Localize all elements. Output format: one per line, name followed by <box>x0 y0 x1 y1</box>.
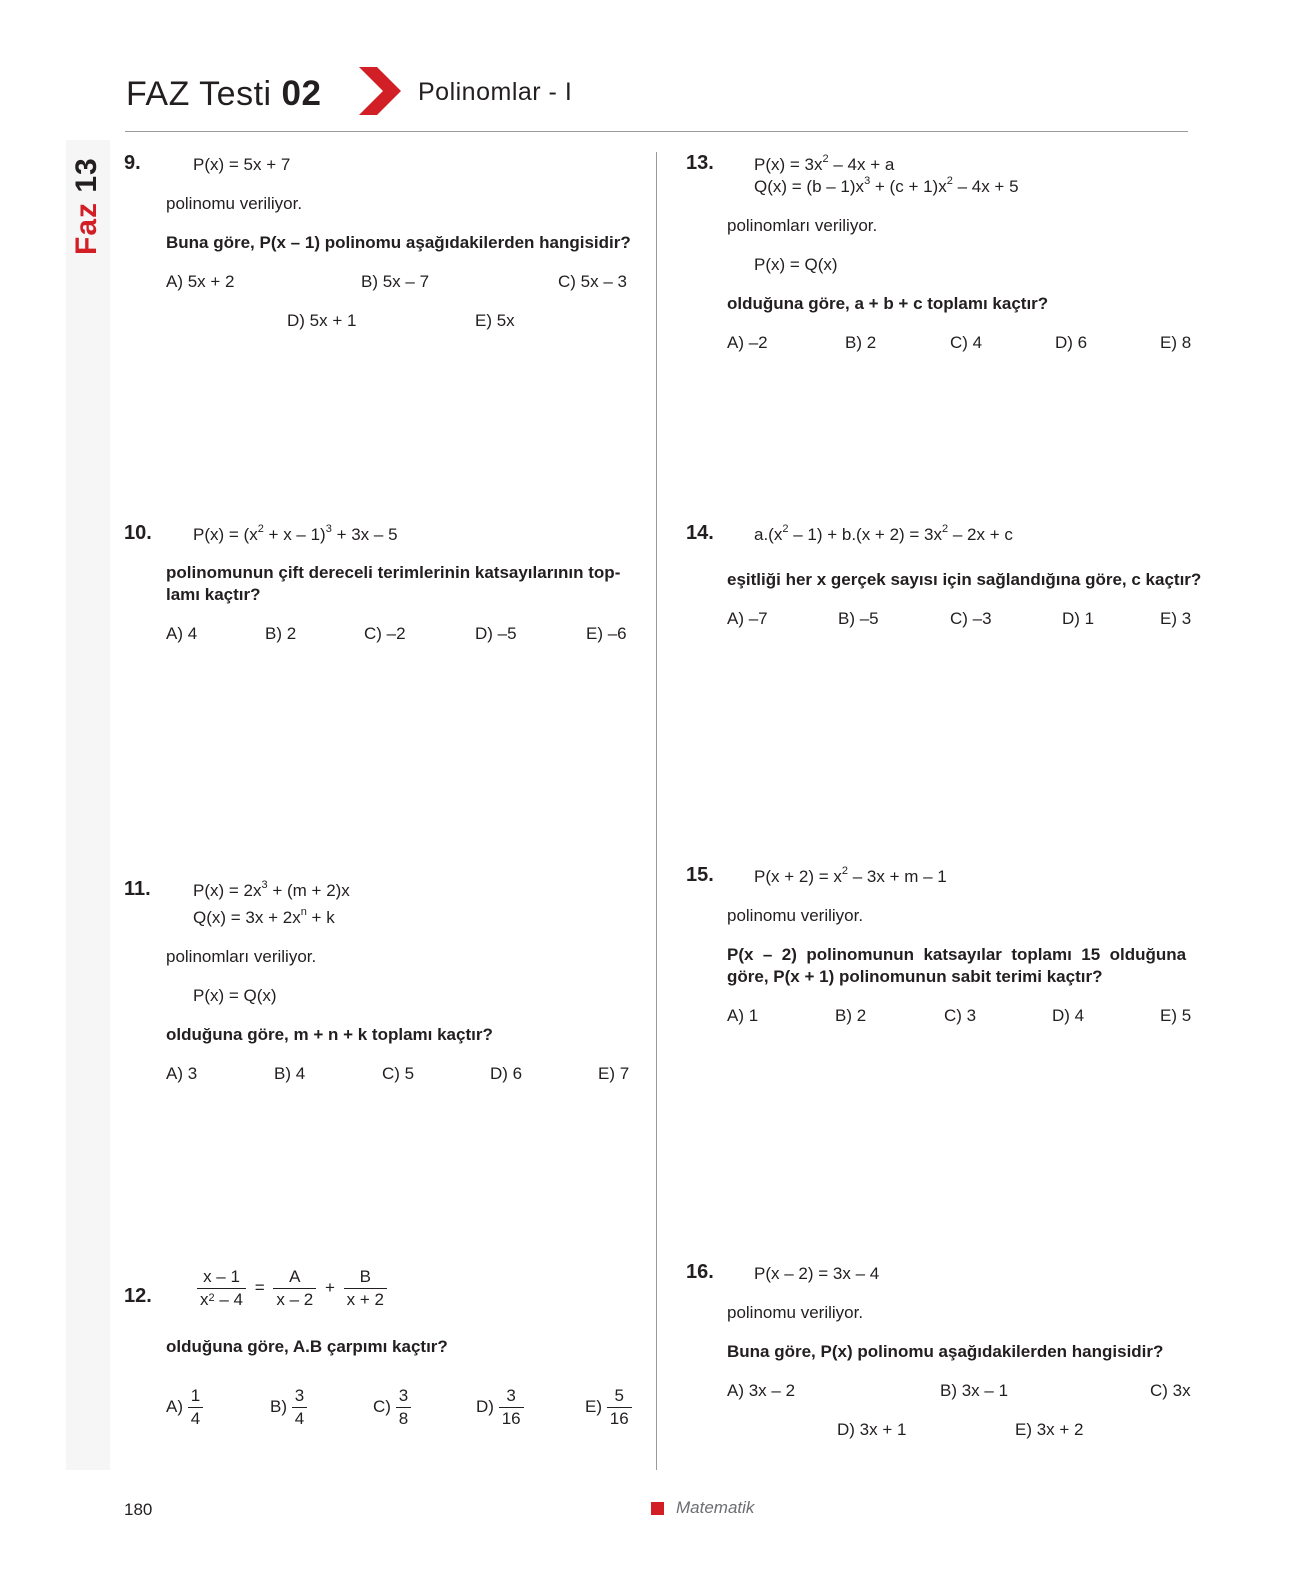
option-e[interactable]: E) –6 <box>586 624 627 643</box>
question-number: 10. <box>124 522 152 544</box>
option-b[interactable]: B) 2 <box>835 1006 867 1025</box>
fraction: $\frac{A}{x - 2}$ <box>273 1266 316 1311</box>
option-d[interactable]: D) 6 <box>490 1064 523 1083</box>
question-text: polinomları veriliyor. <box>166 947 317 966</box>
option-d[interactable]: D) 5x + 1 <box>287 311 357 330</box>
option-c[interactable] <box>373 1385 411 1430</box>
option-c[interactable]: C) 3 <box>944 1006 977 1025</box>
option-e[interactable]: E) 5 <box>1160 1006 1192 1025</box>
question-expression: $a.(x^2 - 1) + b.(x + 2) = 3x^2 - 2x + c$ <box>754 523 1013 544</box>
option-b[interactable]: B) 2 <box>845 333 877 352</box>
question-number: 14. <box>686 522 714 544</box>
option-c[interactable]: C) 3x <box>1150 1381 1191 1400</box>
question-prompt: eşitliği her x gerçek sayısı için sağlandığına göre, c kaçtır? <box>727 570 1202 589</box>
option-d[interactable]: D) 3x + 1 <box>837 1420 907 1439</box>
title-number: 02 <box>281 74 322 113</box>
option-a[interactable]: A) 3 <box>166 1064 198 1083</box>
question-expression: $P(x) = (x^2 + x - 1)^3 + 3x - 5$ <box>193 523 398 544</box>
option-a[interactable]: A) 1 <box>727 1006 759 1025</box>
question-expression: P(x) = 5x + 7 <box>193 155 291 174</box>
question-prompt: Buna göre, P(x – 1) polinomu aşağıdakilerden hangisidir? <box>166 233 631 252</box>
option-d[interactable]: D) –5 <box>475 624 517 643</box>
question-number: 13. <box>686 152 714 174</box>
question-prompt: göre, P(x + 1) polinomunun sabit terimi kaçtır? <box>727 967 1103 986</box>
question-expression: $P(x) = 3x^2 - 4x + a$ <box>754 153 895 174</box>
question-prompt: olduğuna göre, A.B çarpımı kaçtır? <box>166 1337 448 1356</box>
fraction: $\frac{3}{4}$ <box>292 1385 307 1430</box>
question-expression: $\frac{x - 1}{x^2 - 4}$ = $\frac{A}{x - 2}$ + $\frac{B}{x + 2}$ <box>197 1266 387 1311</box>
question-prompt: olduğuna göre, a + b + c toplamı kaçtır? <box>727 294 1049 313</box>
option-letter: C) <box>373 1396 391 1416</box>
chevron-right-icon <box>359 67 403 115</box>
question-number: 9. <box>124 152 141 174</box>
option-c[interactable]: C) –3 <box>950 609 992 628</box>
square-icon <box>651 1502 664 1515</box>
question-number: 16. <box>686 1261 714 1283</box>
section-subject: Polinomlar - I <box>418 78 573 106</box>
option-b[interactable] <box>270 1385 307 1430</box>
option-a[interactable]: A) 3x – 2 <box>727 1381 796 1400</box>
question-expression: $P(x + 2) = x^2 - 3x + m - 1$ <box>754 865 947 886</box>
option-e[interactable] <box>585 1385 632 1430</box>
side-strip <box>66 140 110 1470</box>
question-expression: P(x – 2) = 3x – 4 <box>754 1264 880 1283</box>
fraction: $\frac{B}{x + 2}$ <box>344 1266 387 1311</box>
option-a[interactable]: A) –2 <box>727 333 768 352</box>
option-a[interactable] <box>166 1385 203 1430</box>
page-title <box>126 74 321 114</box>
option-e[interactable]: E) 3x + 2 <box>1015 1420 1084 1439</box>
question-text: polinomları veriliyor. <box>727 216 878 235</box>
question-expression: $Q(x) = (b - 1)x^3 + (c + 1)x^2 - 4x + 5$ <box>754 175 1019 196</box>
question-number: 11. <box>124 878 151 900</box>
question-text: polinomu veriliyor. <box>166 194 303 213</box>
faz-number: 13 <box>70 157 103 193</box>
question-equation: P(x) = Q(x) <box>193 986 277 1005</box>
option-letter: E) <box>585 1396 602 1416</box>
option-c[interactable]: C) –2 <box>364 624 406 643</box>
option-d[interactable]: D) 4 <box>1052 1006 1085 1025</box>
option-c[interactable]: C) 5 <box>382 1064 415 1083</box>
faz-label: Faz <box>70 201 103 255</box>
option-a[interactable]: A) 4 <box>166 624 198 643</box>
question-prompt: P(x – 2) polinomunun katsayılar toplamı 15 olduğuna <box>727 945 1187 964</box>
question-expression: $Q(x) = 3x + 2x^n + k$ <box>193 906 335 927</box>
question-number: 15. <box>686 864 714 886</box>
question-text: polinomu veriliyor. <box>727 906 864 925</box>
option-a[interactable]: A) 5x + 2 <box>166 272 235 291</box>
question-prompt: polinomunun çift dereceli terimlerinin katsayılarının top- <box>166 563 621 582</box>
option-b[interactable]: B) 2 <box>265 624 297 643</box>
option-c[interactable]: C) 5x – 3 <box>558 272 627 291</box>
column-divider <box>656 152 657 1470</box>
option-e[interactable]: E) 5x <box>475 311 515 330</box>
option-d[interactable] <box>476 1385 524 1430</box>
option-letter: B) <box>270 1396 287 1416</box>
option-b[interactable]: B) 3x – 1 <box>940 1381 1009 1400</box>
option-e[interactable]: E) 8 <box>1160 333 1192 352</box>
option-c[interactable]: C) 4 <box>950 333 983 352</box>
option-letter: A) <box>166 1396 183 1416</box>
question-prompt: Buna göre, P(x) polinomu aşağıdakilerden hangisidir? <box>727 1342 1164 1361</box>
option-e[interactable]: E) 7 <box>598 1064 630 1083</box>
option-e[interactable]: E) 3 <box>1160 609 1192 628</box>
option-a[interactable]: A) –7 <box>727 609 768 628</box>
question-prompt: lamı kaçtır? <box>166 585 261 604</box>
fraction: $\frac{3}{16}$ <box>499 1385 524 1430</box>
option-b[interactable]: B) 5x – 7 <box>361 272 430 291</box>
option-d[interactable]: D) 6 <box>1055 333 1088 352</box>
fraction: $\frac{1}{4}$ <box>188 1385 203 1430</box>
question-text: polinomu veriliyor. <box>727 1303 864 1322</box>
header-divider <box>125 131 1188 132</box>
title-prefix: FAZ Testi <box>126 75 272 113</box>
option-b[interactable]: B) 4 <box>274 1064 306 1083</box>
question-equation: P(x) = Q(x) <box>754 255 838 274</box>
option-letter: D) <box>476 1396 494 1416</box>
fraction: $\frac{5}{16}$ <box>607 1385 632 1430</box>
page-number: 180 <box>124 1500 153 1519</box>
section-side-label <box>60 150 110 260</box>
fraction: $\frac{x - 1}{x^2 - 4}$ <box>197 1266 246 1311</box>
footer-subject: Matematik <box>676 1498 755 1517</box>
option-b[interactable]: B) –5 <box>838 609 879 628</box>
fraction: $\frac{3}{8}$ <box>396 1385 411 1430</box>
option-d[interactable]: D) 1 <box>1062 609 1095 628</box>
question-expression: $P(x) = 2x^3 + (m + 2)x$ <box>193 879 350 900</box>
question-number: 12. <box>124 1285 152 1307</box>
question-prompt: olduğuna göre, m + n + k toplamı kaçtır? <box>166 1025 493 1044</box>
